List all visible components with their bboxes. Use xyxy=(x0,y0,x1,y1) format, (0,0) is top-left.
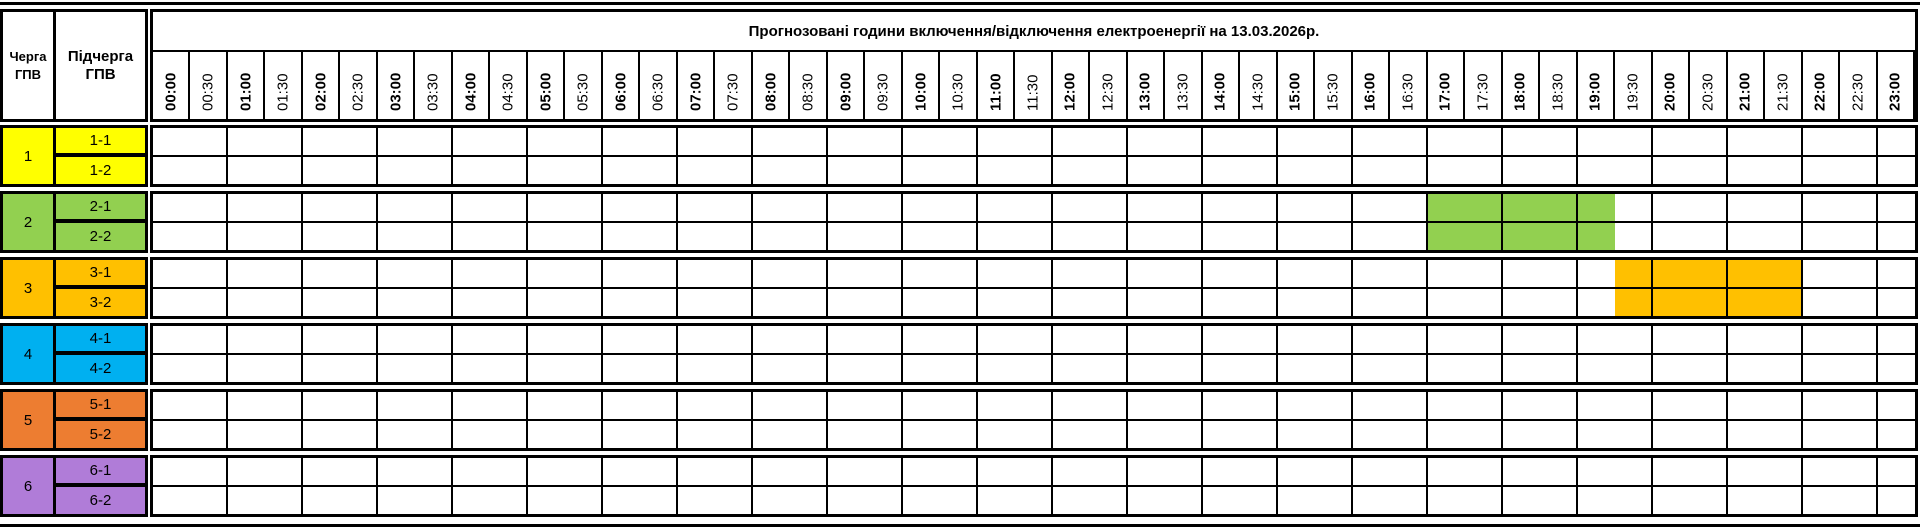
time-slot-label: 12:00 xyxy=(1061,72,1079,111)
group-timeline xyxy=(150,125,1918,187)
hour-divider xyxy=(1876,194,1878,250)
hour-divider xyxy=(1201,326,1203,382)
hour-divider xyxy=(226,458,228,514)
time-slot-label: 21:00 xyxy=(1736,72,1754,111)
hour-divider xyxy=(376,458,378,514)
hour-divider xyxy=(1501,458,1503,514)
hour-divider xyxy=(1876,260,1878,316)
subgroup-header xyxy=(53,9,148,122)
hour-divider xyxy=(826,260,828,316)
hour-divider xyxy=(451,392,453,448)
hour-divider xyxy=(1126,326,1128,382)
hour-divider xyxy=(526,392,528,448)
time-slot-label: 15:00 xyxy=(1286,72,1304,111)
time-slot-label: 05:30 xyxy=(574,73,592,111)
outage-block xyxy=(1615,260,1802,288)
group-timeline xyxy=(150,455,1918,517)
hour-divider xyxy=(1126,194,1128,250)
hour-divider xyxy=(676,326,678,382)
hour-divider xyxy=(901,128,903,184)
time-slot-label: 19:30 xyxy=(1624,73,1642,111)
time-slot-label: 18:00 xyxy=(1511,72,1529,111)
hour-divider xyxy=(1801,458,1803,514)
hour-divider xyxy=(1051,260,1053,316)
time-slot-label: 17:30 xyxy=(1474,73,1492,111)
hour-divider xyxy=(376,128,378,184)
hour-divider xyxy=(976,128,978,184)
time-slot-header xyxy=(490,52,527,119)
hour-divider xyxy=(1726,458,1728,514)
time-slot-header xyxy=(1165,52,1202,119)
hour-divider xyxy=(976,194,978,250)
time-slot-header xyxy=(603,52,640,119)
hour-divider xyxy=(301,326,303,382)
hour-divider xyxy=(451,458,453,514)
hour-divider xyxy=(601,260,603,316)
hour-divider xyxy=(1726,326,1728,382)
time-slot-label: 10:00 xyxy=(912,72,930,111)
group-cell: 4 xyxy=(0,323,56,385)
hour-divider xyxy=(1651,458,1653,514)
time-slot-header xyxy=(1428,52,1465,119)
hour-divider xyxy=(676,194,678,250)
hour-divider xyxy=(1051,458,1053,514)
hour-divider xyxy=(1276,128,1278,184)
hour-divider xyxy=(1576,458,1578,514)
hour-divider xyxy=(1351,194,1353,250)
time-slot-label: 03:30 xyxy=(424,73,442,111)
time-slot-label: 20:00 xyxy=(1661,72,1679,111)
hour-divider xyxy=(301,392,303,448)
hour-divider xyxy=(1426,194,1428,250)
hour-divider xyxy=(751,458,753,514)
time-slot-label: 04:30 xyxy=(499,73,517,111)
hour-divider xyxy=(1426,260,1428,316)
group-cell: 5 xyxy=(0,389,56,451)
group-cell: 1 xyxy=(0,125,56,187)
hour-divider xyxy=(1801,326,1803,382)
subgroup-cell: 5-2 xyxy=(53,418,148,451)
time-slot-label: 13:30 xyxy=(1174,73,1192,111)
hour-divider xyxy=(751,128,753,184)
hour-divider xyxy=(376,392,378,448)
time-slot-label: 22:00 xyxy=(1811,72,1829,111)
time-slot-label: 22:30 xyxy=(1849,73,1867,111)
time-slot-label: 21:30 xyxy=(1774,73,1792,111)
time-slot-header xyxy=(1015,52,1052,119)
group-timeline xyxy=(150,389,1918,451)
hour-divider xyxy=(1426,128,1428,184)
time-slot-label: 01:30 xyxy=(274,73,292,111)
hour-divider xyxy=(301,194,303,250)
hour-divider xyxy=(976,326,978,382)
hour-divider xyxy=(1576,326,1578,382)
hour-divider xyxy=(451,128,453,184)
time-slot-label: 01:00 xyxy=(237,72,255,111)
hour-divider xyxy=(1126,128,1128,184)
hour-divider xyxy=(676,128,678,184)
time-slot-header xyxy=(1540,52,1577,119)
time-slot-label: 02:30 xyxy=(349,73,367,111)
hour-divider xyxy=(226,194,228,250)
time-slot-header xyxy=(1090,52,1127,119)
time-slot-label: 10:30 xyxy=(949,73,967,111)
hour-divider xyxy=(1276,326,1278,382)
hour-divider xyxy=(1051,128,1053,184)
time-slot-label: 02:00 xyxy=(312,72,330,111)
hour-divider xyxy=(526,260,528,316)
time-slot-header xyxy=(1765,52,1802,119)
hour-divider xyxy=(301,458,303,514)
subgroup-cell: 6-2 xyxy=(53,484,148,517)
hour-divider xyxy=(826,458,828,514)
subgroup-cell: 4-2 xyxy=(53,352,148,385)
time-slot-label: 18:30 xyxy=(1549,73,1567,111)
hour-divider xyxy=(226,326,228,382)
hour-divider xyxy=(826,194,828,250)
time-slot-header xyxy=(265,52,302,119)
hour-divider xyxy=(376,194,378,250)
hour-divider xyxy=(1276,260,1278,316)
time-slot-label: 00:30 xyxy=(199,73,217,111)
time-slot-label: 14:30 xyxy=(1249,73,1267,111)
time-slot-label: 09:30 xyxy=(874,73,892,111)
time-slot-header xyxy=(865,52,902,119)
hour-divider xyxy=(526,458,528,514)
hour-divider xyxy=(376,326,378,382)
hour-divider xyxy=(1726,260,1728,316)
time-slot-label: 11:00 xyxy=(987,73,1004,111)
group-timeline xyxy=(150,257,1918,319)
hour-divider xyxy=(1576,392,1578,448)
group-header-line1: Черга xyxy=(9,48,47,64)
time-slot-label: 07:30 xyxy=(724,73,742,111)
hour-divider xyxy=(1651,326,1653,382)
hour-divider xyxy=(826,326,828,382)
hour-divider xyxy=(1501,392,1503,448)
subgroup-cell: 5-1 xyxy=(53,389,148,420)
hour-divider xyxy=(601,392,603,448)
hour-divider xyxy=(1576,260,1578,316)
time-slot-header xyxy=(715,52,752,119)
hour-divider xyxy=(1426,392,1428,448)
hour-divider xyxy=(676,260,678,316)
hour-divider xyxy=(1651,392,1653,448)
time-slot-header xyxy=(565,52,602,119)
hour-divider xyxy=(1351,326,1353,382)
hour-divider xyxy=(1651,128,1653,184)
group-cell: 2 xyxy=(0,191,56,253)
time-slot-header xyxy=(1840,52,1877,119)
time-slot-label: 16:00 xyxy=(1361,72,1379,111)
time-slot-header xyxy=(303,52,340,119)
schedule-title: Прогнозовані години включення/відключення електроенергії на 13.03.2026р. xyxy=(748,22,1320,40)
hour-divider xyxy=(901,392,903,448)
time-slot-label: 19:00 xyxy=(1586,72,1604,111)
hour-divider xyxy=(1501,194,1503,250)
time-slot-header xyxy=(1390,52,1427,119)
time-slot-header xyxy=(678,52,715,119)
hour-divider xyxy=(976,458,978,514)
time-slot-label: 07:00 xyxy=(687,72,705,111)
time-slot-label: 16:30 xyxy=(1399,73,1417,111)
hour-divider xyxy=(901,458,903,514)
group-header-line2: ГПВ xyxy=(14,66,42,82)
hour-divider xyxy=(751,194,753,250)
hour-divider xyxy=(1501,260,1503,316)
time-slot-header xyxy=(753,52,790,119)
time-labels-row xyxy=(153,52,1915,119)
hour-divider xyxy=(526,194,528,250)
time-slot-header xyxy=(1878,52,1915,119)
time-slot-header xyxy=(978,52,1015,119)
time-slot-header xyxy=(790,52,827,119)
hour-divider xyxy=(1351,128,1353,184)
subgroup-header-line2: ГПВ xyxy=(85,65,116,83)
group-header xyxy=(0,9,56,122)
hour-divider xyxy=(1876,326,1878,382)
hour-divider xyxy=(751,392,753,448)
time-slot-label: 03:00 xyxy=(387,72,405,111)
hour-divider xyxy=(226,128,228,184)
time-slot-header xyxy=(1728,52,1765,119)
time-slot-label: 00:00 xyxy=(162,72,180,111)
time-slot-header xyxy=(1690,52,1727,119)
hour-divider xyxy=(1051,392,1053,448)
time-slot-header xyxy=(415,52,452,119)
hour-divider xyxy=(751,260,753,316)
hour-divider xyxy=(1576,128,1578,184)
time-slot-label: 15:30 xyxy=(1324,73,1342,111)
time-slot-header xyxy=(1653,52,1690,119)
time-slot-header xyxy=(190,52,227,119)
hour-divider xyxy=(1876,458,1878,514)
hour-divider xyxy=(976,260,978,316)
time-slot-label: 17:00 xyxy=(1436,72,1454,111)
group-cell: 6 xyxy=(0,455,56,517)
outage-block xyxy=(1428,194,1615,222)
time-slot-header xyxy=(378,52,415,119)
hour-divider xyxy=(1276,458,1278,514)
subgroup-cell: 2-1 xyxy=(53,191,148,222)
hour-divider xyxy=(526,326,528,382)
hour-divider xyxy=(1651,260,1653,316)
hour-divider xyxy=(1726,194,1728,250)
hour-divider xyxy=(901,260,903,316)
time-slot-header xyxy=(1578,52,1615,119)
hour-divider xyxy=(526,128,528,184)
time-slot-label: 14:00 xyxy=(1211,72,1229,111)
hour-divider xyxy=(1426,326,1428,382)
hour-divider xyxy=(1876,128,1878,184)
hour-divider xyxy=(1801,194,1803,250)
time-slot-label: 23:00 xyxy=(1886,72,1904,111)
subgroup-cell: 3-1 xyxy=(53,257,148,288)
bottom-border-line xyxy=(0,524,1920,527)
hour-divider xyxy=(451,326,453,382)
time-slot-header xyxy=(940,52,977,119)
time-slot-header xyxy=(453,52,490,119)
subgroup-cell: 1-1 xyxy=(53,125,148,156)
group-cell: 3 xyxy=(0,257,56,319)
hour-divider xyxy=(601,326,603,382)
hour-divider xyxy=(1801,128,1803,184)
time-slot-header xyxy=(228,52,265,119)
time-slot-label: 06:00 xyxy=(612,72,630,111)
time-slot-header xyxy=(1240,52,1277,119)
hour-divider xyxy=(1876,392,1878,448)
hour-divider xyxy=(1726,392,1728,448)
time-slot-label: 09:00 xyxy=(837,72,855,111)
time-slot-header xyxy=(1465,52,1502,119)
hour-divider xyxy=(676,458,678,514)
hour-divider xyxy=(1351,392,1353,448)
hour-divider xyxy=(901,326,903,382)
time-slot-label: 06:30 xyxy=(649,73,667,111)
hour-divider xyxy=(1126,458,1128,514)
hour-divider xyxy=(1126,392,1128,448)
hour-divider xyxy=(1051,194,1053,250)
hour-divider xyxy=(301,128,303,184)
hour-divider xyxy=(601,194,603,250)
time-slot-header xyxy=(1315,52,1352,119)
subgroup-header-line1: Підчерга xyxy=(67,47,134,65)
hour-divider xyxy=(1276,392,1278,448)
time-slot-header xyxy=(1503,52,1540,119)
subgroup-cell: 4-1 xyxy=(53,323,148,354)
hour-divider xyxy=(1201,260,1203,316)
hour-divider xyxy=(751,326,753,382)
time-slot-header xyxy=(1803,52,1840,119)
hour-divider xyxy=(1651,194,1653,250)
group-timeline xyxy=(150,323,1918,385)
time-header xyxy=(150,9,1918,122)
hour-divider xyxy=(226,392,228,448)
hour-divider xyxy=(976,392,978,448)
time-slot-header xyxy=(640,52,677,119)
hour-divider xyxy=(1201,458,1203,514)
time-slot-header xyxy=(1203,52,1240,119)
time-slot-label: 04:00 xyxy=(462,72,480,111)
hour-divider xyxy=(676,392,678,448)
time-slot-label: 08:00 xyxy=(762,72,780,111)
hour-divider xyxy=(1051,326,1053,382)
hour-divider xyxy=(1201,128,1203,184)
hour-divider xyxy=(601,458,603,514)
time-slot-header xyxy=(828,52,865,119)
hour-divider xyxy=(1726,128,1728,184)
time-slot-label: 05:00 xyxy=(537,72,555,111)
outage-block xyxy=(1615,288,1802,316)
time-slot-header xyxy=(528,52,565,119)
hour-divider xyxy=(1801,392,1803,448)
top-border-line xyxy=(0,2,1920,5)
hour-divider xyxy=(1501,128,1503,184)
time-slot-header xyxy=(1053,52,1090,119)
subgroup-cell: 1-2 xyxy=(53,154,148,187)
hour-divider xyxy=(1351,260,1353,316)
hour-divider xyxy=(826,128,828,184)
time-slot-header xyxy=(1615,52,1652,119)
group-timeline xyxy=(150,191,1918,253)
hour-divider xyxy=(901,194,903,250)
hour-divider xyxy=(376,260,378,316)
time-slot-label: 12:30 xyxy=(1099,73,1117,111)
hour-divider xyxy=(301,260,303,316)
hour-divider xyxy=(1426,458,1428,514)
time-slot-label: 08:30 xyxy=(799,73,817,111)
hour-divider xyxy=(451,260,453,316)
time-slot-header xyxy=(153,52,190,119)
hour-divider xyxy=(1126,260,1128,316)
subgroup-cell: 3-2 xyxy=(53,286,148,319)
subgroup-cell: 2-2 xyxy=(53,220,148,253)
hour-divider xyxy=(226,260,228,316)
time-slot-header xyxy=(1278,52,1315,119)
hour-divider xyxy=(1276,194,1278,250)
time-slot-label: 11:30 xyxy=(1024,74,1042,111)
outage-block xyxy=(1428,222,1615,250)
time-slot-header xyxy=(1353,52,1390,119)
hour-divider xyxy=(1576,194,1578,250)
hour-divider xyxy=(1351,458,1353,514)
hour-divider xyxy=(1201,392,1203,448)
subgroup-cell: 6-1 xyxy=(53,455,148,486)
hour-divider xyxy=(451,194,453,250)
hour-divider xyxy=(601,128,603,184)
time-slot-label: 20:30 xyxy=(1699,73,1717,111)
time-slot-header xyxy=(340,52,377,119)
hour-divider xyxy=(1801,260,1803,316)
time-slot-label: 13:00 xyxy=(1136,72,1154,111)
hour-divider xyxy=(1501,326,1503,382)
hour-divider xyxy=(826,392,828,448)
time-slot-header xyxy=(1128,52,1165,119)
hour-divider xyxy=(1201,194,1203,250)
time-slot-header xyxy=(903,52,940,119)
